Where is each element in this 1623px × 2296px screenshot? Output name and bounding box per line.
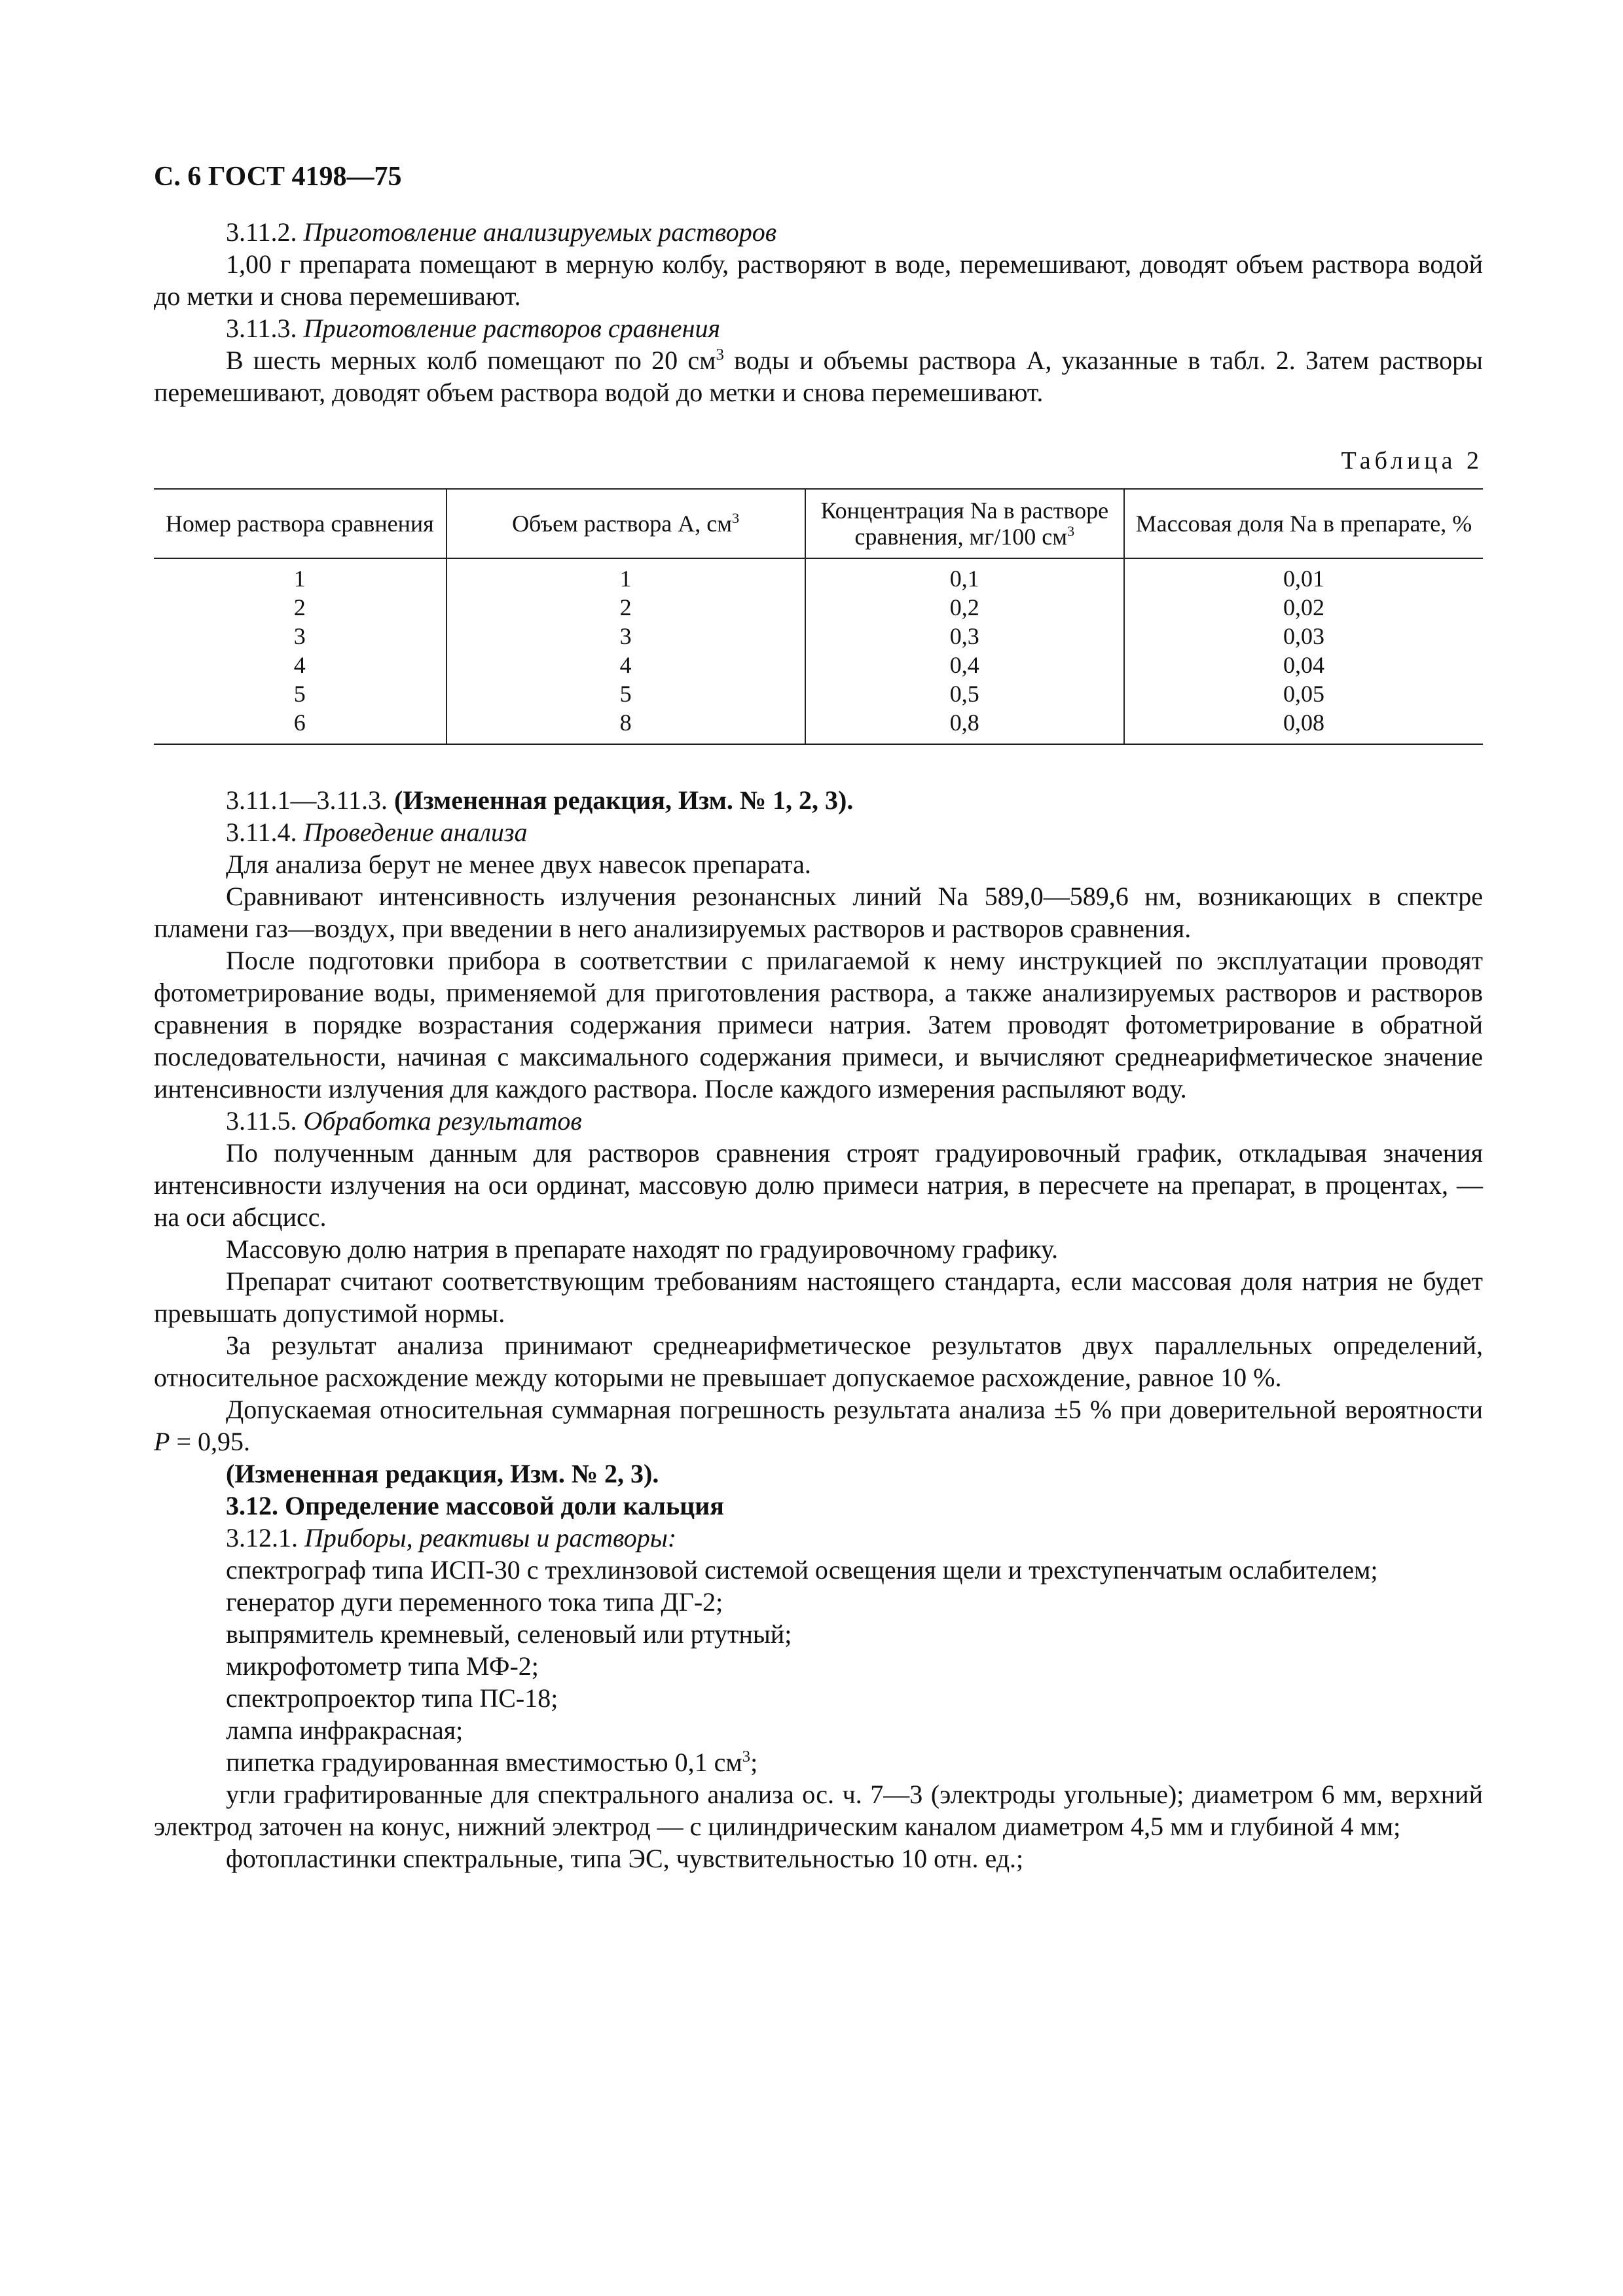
table-cell: 3 — [447, 622, 805, 651]
column-header-mass-fraction: Массовая доля Na в препарате, % — [1124, 489, 1483, 558]
list-item: спектропроектор типа ПС-18; — [226, 1683, 558, 1713]
list-item: фотопластинки спектральные, типа ЭС, чувствительностью 10 отн. ед.; — [226, 1844, 1024, 1873]
section-title: Проведение анализа — [303, 817, 528, 847]
edit-note-2: (Измененная редакция, Изм. № 2, 3). — [226, 1459, 659, 1488]
paragraph: Массовую долю натрия в препарате находят по градуировочному графику. — [226, 1234, 1058, 1264]
table-cell: 0,2 — [805, 593, 1124, 622]
table-cell: 0,3 — [805, 622, 1124, 651]
table-cell: 0,5 — [805, 679, 1124, 708]
paragraph: Для анализа берут не менее двух навесок препарата. — [226, 850, 811, 879]
table-row — [154, 679, 1483, 708]
table-row — [154, 558, 1483, 593]
edit-note-text: (Измененная редакция, Изм. № 1, 2, 3). — [394, 785, 854, 815]
section-number: 3.11.2. — [226, 217, 297, 247]
table-cell: 6 — [154, 708, 447, 744]
table-cell: 0,05 — [1124, 679, 1483, 708]
list-item: спектрограф типа ИСП-30 с трехлинзовой системой освещения щели и трехступенчатым ослабителем; — [226, 1555, 1378, 1585]
section-number: 3.12.1. — [226, 1523, 298, 1552]
page-header: С. 6 ГОСТ 4198—75 — [154, 162, 402, 192]
list-item: выпрямитель кремневый, селеновый или ртутный; — [226, 1619, 792, 1649]
section-3-11-5-heading — [154, 1105, 1483, 1137]
table-cell: 1 — [447, 558, 805, 593]
table-cell: 0,8 — [805, 708, 1124, 744]
section-3-11-2-heading — [154, 216, 1483, 248]
list-item: микрофотометр типа МФ-2; — [226, 1651, 539, 1681]
section-number: 3.11.5. — [226, 1106, 297, 1136]
section-title: Приборы, реактивы и растворы: — [304, 1523, 677, 1552]
table-cell: 4 — [447, 651, 805, 679]
table-cell: 2 — [447, 593, 805, 622]
table-cell: 0,03 — [1124, 622, 1483, 651]
list-item: генератор дуги переменного тока типа ДГ-2; — [226, 1587, 723, 1617]
section-number: 3.11.1—3.11.3. — [226, 785, 388, 815]
table-cell: 0,01 — [1124, 558, 1483, 593]
section-number: 3.11.3. — [226, 314, 297, 343]
paragraph: Сравнивают интенсивность излучения резонансных линий Na 589,0—589,6 нм, возникающих в спектре пламени газ—воздух, при введении в него анализируемых растворов и растворов сравнения. — [154, 882, 1483, 943]
table-row — [154, 651, 1483, 679]
superscript: 3 — [1067, 523, 1075, 539]
paragraph: После подготовки прибора в соответствии с прилагаемой к нему инструкцией по эксплуатации проводят фотометрирование воды, применяемой для приготовления раствора, а также анализируемых растворов и растворов сравнения в порядке возрастания содержания примеси натрия. Затем проводят фотометрирование в обратной последовательности, начиная с максимального содержания примеси, и вычисляют среднеарифметическое значение интенсивности излучения для каждого раствора. После каждого измерения распыляют воду. — [154, 946, 1483, 1103]
table-caption: Таблица 2 — [1341, 447, 1483, 475]
section-3-12-heading: 3.12. Определение массовой доли кальция — [226, 1491, 724, 1520]
table-row — [154, 708, 1483, 744]
list-item: угли графитированные для спектрального анализа ос. ч. 7—3 (электроды угольные); диаметром 6 мм, верхний электрод заточен на конус, нижний электрод — с цилиндрическим каналом диаметром 4,5 мм и глубиной 4 мм; — [154, 1780, 1483, 1841]
section-title: Приготовление растворов сравнения — [303, 314, 721, 343]
table-cell: 0,1 — [805, 558, 1124, 593]
variable: P — [154, 1427, 170, 1456]
text-part: пипетка градуированная вместимостью 0,1 см — [226, 1748, 742, 1777]
text-part: В шесть мерных колб помещают по 20 см — [226, 346, 716, 375]
table-cell: 1 — [293, 565, 306, 592]
table-header-row — [154, 489, 1483, 558]
section-number: 3.11.4. — [226, 817, 297, 847]
section-3-11-3-text — [154, 344, 1483, 408]
paragraph: Препарат считают соответствующим требованиям настоящего стандарта, если массовая доля натрия не будет превышать допустимой нормы. — [154, 1266, 1483, 1328]
text-part: ; — [750, 1748, 758, 1777]
header-text: Концентрация Na в растворе сравнения, мг/100 см — [820, 497, 1109, 550]
paragraph: По полученным данным для растворов сравнения строят градуировочный график, откладывая значения интенсивности излучения на оси ординат, массовую долю примеси натрия, в пересчете на препарат, в процентах, — на оси абсцисс. — [154, 1138, 1483, 1232]
header-text: Объем раствора А, см — [512, 511, 733, 537]
superscript: 3 — [742, 1748, 751, 1766]
table-cell: 2 — [293, 594, 306, 620]
table-cell: 8 — [447, 708, 805, 744]
table-cell: 0,02 — [1124, 593, 1483, 622]
column-header-volume — [447, 489, 805, 558]
column-header-concentration — [805, 489, 1124, 558]
text-part: воды и объемы раствора А, указанные в табл. 2. Затем растворы перемешивают, доводят объем раствора водой до метки и снова перемешивают. — [154, 346, 1483, 407]
section-title: Приготовление анализируемых растворов — [303, 217, 777, 247]
paragraph: За результат анализа принимают среднеарифметическое результатов двух параллельных определений, относительное расхождение между которыми не превышает допускаемое расхождение, равное 10 %. — [154, 1331, 1483, 1392]
paragraph — [154, 1393, 1483, 1458]
table-cell: 5 — [293, 681, 306, 707]
column-header-number: Номер раствора сравнения — [154, 489, 447, 558]
section-3-11-3-heading — [154, 312, 1483, 344]
superscript: 3 — [732, 510, 740, 526]
table-cell: 0,4 — [805, 651, 1124, 679]
table-cell: 0,08 — [1124, 708, 1483, 744]
table-cell: 4 — [293, 652, 306, 678]
section-3-11-4-heading — [154, 816, 1483, 848]
section-3-12-1-heading — [154, 1522, 1483, 1554]
table-cell: 3 — [293, 623, 306, 649]
list-item — [154, 1746, 1483, 1778]
superscript: 3 — [716, 346, 724, 364]
section-title: Обработка результатов — [303, 1106, 582, 1136]
table-cell: 5 — [447, 679, 805, 708]
text-part: Допускаемая относительная суммарная погрешность результата анализа ±5 % при доверительной вероятности — [226, 1395, 1483, 1424]
reference-solutions-table — [154, 488, 1483, 745]
table-cell: 0,04 — [1124, 651, 1483, 679]
edit-note-1 — [154, 784, 1483, 816]
section-3-11-2-text: 1,00 г препарата помещают в мерную колбу, растворяют в воде, перемешивают, доводят объем раствора водой до метки и снова перемешивают. — [154, 249, 1483, 311]
document-page — [154, 157, 1483, 1874]
table-row — [154, 622, 1483, 651]
text-part: = 0,95. — [170, 1427, 250, 1456]
list-item: лампа инфракрасная; — [226, 1715, 464, 1745]
table-row — [154, 593, 1483, 622]
